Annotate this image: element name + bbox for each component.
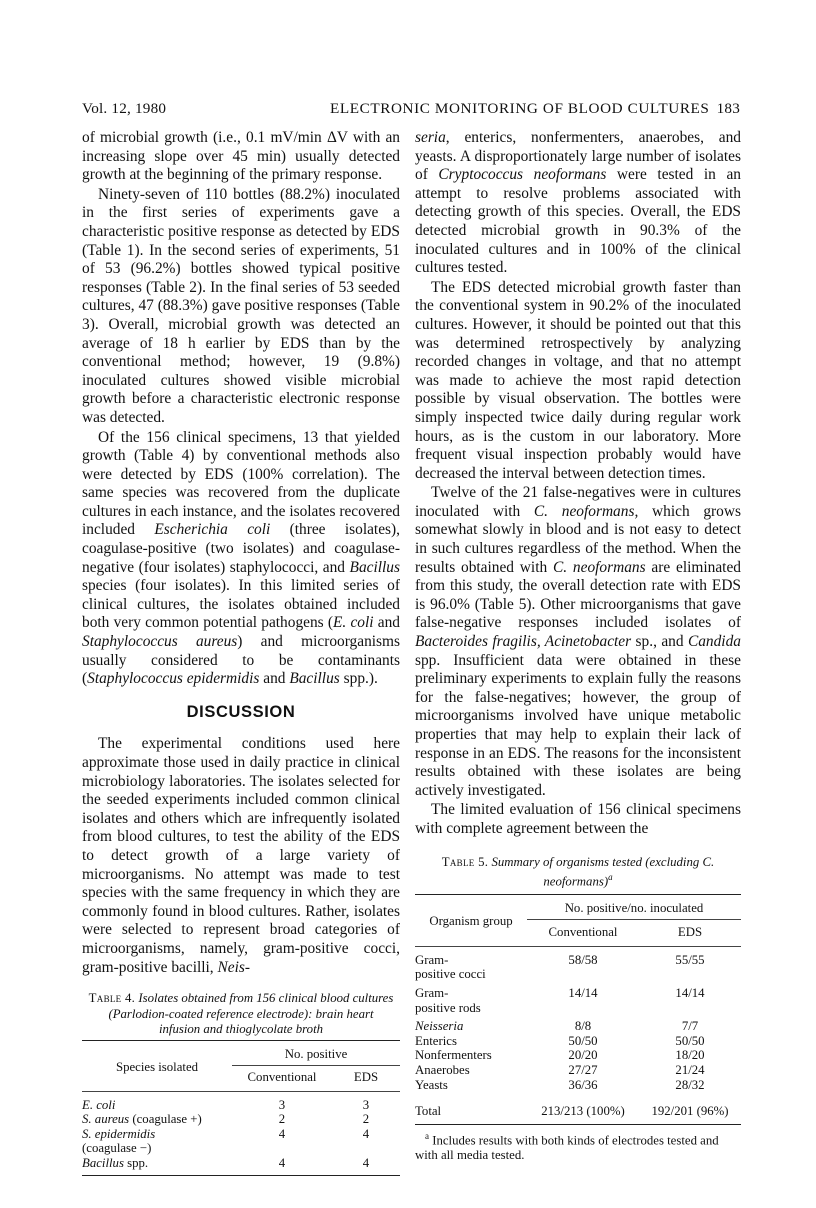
paragraph: The limited evaluation of 156 clinical specimens with complete agreement between the xyxy=(415,801,741,837)
table-row: Yeasts 36/36 28/32 xyxy=(415,1077,705,1092)
column-header: Conventional xyxy=(232,1065,332,1091)
data-table xyxy=(415,894,741,1125)
column-header: Species isolated xyxy=(115,1059,199,1074)
table-row: S. epidermidis (coagulase −) 4 4 xyxy=(82,1126,370,1156)
table-row: Neisseria 8/8 7/7 xyxy=(415,1019,699,1034)
table-row: Enterics 50/50 50/50 xyxy=(415,1033,705,1048)
right-column xyxy=(415,129,741,1164)
table-row: Anaerobes 27/27 21/24 xyxy=(415,1062,705,1077)
table-row: Bacillus spp. 4 4 xyxy=(82,1156,400,1175)
column-group-header: No. positive/no. inoculated xyxy=(564,900,704,915)
table-caption: Table 4. Isolates obtained from 156 clinical blood cultures (Parlodion-coated reference electrode): brain heart infusion and thioglycolate broth xyxy=(88,991,394,1036)
table-4 xyxy=(82,991,400,1175)
paragraph: Ninety-seven of 110 bottles (88.2%) inoculated in the first series of experiments gave a characteristic positive response as detected by EDS (Table 1). In the second series of experiments, 51 of 53 (96.2%) bottles showed typical positive responses (Table 2). In the final series of 53 seeded cultures, 47 (88.3%) gave positive responses (Table 3). Overall, microbial growth was detected an average of 18 h earlier by EDS than by the conventional method; however, 19 (9.8%) inoculated cultures showed visible microbial growth before a characteristic electronic response was detected. xyxy=(82,185,400,426)
running-header xyxy=(82,100,740,120)
table-row: S. aureus (coagulase +) 2 2 xyxy=(82,1112,370,1127)
table-total-row: Total 213/213 (100%) 192/201 (96%) xyxy=(415,1092,741,1124)
paragraph: Twelve of the 21 false-negatives were in cultures inoculated with C. neoformans, which grows somewhat slowly in blood and is not easy to detect in such cultures regardless of the method. When the results obtained with C. neoformans are eliminated from this study, the overall detection rate with EDS is 96.0% (Table 5). Other microorganisms that gave false-negative responses included isolates of Bacteroides fragilis, Acinetobacter sp., and Candida spp. Insufficient data were obtained in these preliminary experiments to explain fully the reasons for the false-negatives; however, the group of microorganisms involved have unique metabolic properties that may help to explain their lack of response in an EDS. The reasons for the inconsistent results obtained with these isolates are being actively investigated. xyxy=(415,484,741,799)
page-number: 183 xyxy=(716,100,740,117)
volume-label: Vol. 12, 1980 xyxy=(82,100,167,117)
paragraph: of microbial growth (i.e., 0.1 mV/min ΔV with an increasing slope over 45 min) usually detected growth at the beginning of the primary response. xyxy=(82,129,400,184)
table-caption: Table 5. Summary of organisms tested (excluding C. neoformans)$^a$ xyxy=(441,854,715,889)
left-column xyxy=(82,129,400,1176)
column-group-header: No. positive xyxy=(284,1047,348,1062)
table-row: Gram-positive rods 14/14 14/14 xyxy=(415,986,705,1015)
table-footnote: $^a$ Includes results with both kinds of electrodes tested and with all media tested. xyxy=(415,1130,719,1163)
column-header: EDS xyxy=(332,1065,400,1091)
table-row: Gram-positive cocci 58/58 55/55 xyxy=(415,946,741,982)
column-header: EDS xyxy=(639,920,741,947)
data-table xyxy=(82,1040,400,1175)
table-row: Nonfermenters 20/20 18/20 xyxy=(415,1048,705,1063)
paragraph: seria, enterics, nonfermenters, anaerobes, and yeasts. A disproportionately large number of isolates of Cryptococcus neoformans were tested in an attempt to resolve problems associated with detecting growth of this species. Overall, the EDS detected microbial growth in 90.3% of the inoculated cultures and in 100% of the clinical cultures tested. xyxy=(415,129,741,277)
column-header: Organism group xyxy=(429,913,513,928)
paragraph: Of the 156 clinical specimens, 13 that yielded growth (Table 4) by conventional methods also were detected by EDS (100% correlation). The same species was recovered from the duplicate cultures in each instance, and the isolates recovered included Escherichia coli (three isolates), coagulase-positive (two isolates) and coagulase-negative (four isolates) staphylococci, and Bacillus species (four isolates). In this limited series of clinical cultures, the isolates obtained included both very common potential pathogens (E. coli and Staphylococcus aureus) and microorganisms usually considered to be contaminants (Staphylococcus epidermidis and Bacillus spp.). xyxy=(82,428,400,688)
table-row: E. coli 3 3 xyxy=(82,1091,400,1112)
paragraph: The experimental conditions used here approximate those used in daily practice in clinical microbiology laboratories. The isolates selected for the seeded experiments included common clinical isolates and others which are infrequently isolated from blood cultures, to test the ability of the EDS to detect growth of a large variety of microorganisms. No attempt was made to test species with the same frequency in which they are commonly found in blood cultures. Rather, isolates were selected to represent broad categories of microorganisms, namely, gram-positive cocci, gram-positive bacilli, Neis- xyxy=(82,735,400,976)
table-5 xyxy=(415,855,741,1164)
paragraph: The EDS detected microbial growth faster than the conventional system in 90.2% of the inoculated cultures. However, it should be pointed out that this was determined retrospectively by analyzing recorded changes in voltage, and that no attempt was made to achieve the most rapid detection possible by visual observation. The bottles were simply inspected twice daily during regular work hours, as is the custom in our laboratory. More frequent visual inspection probably would have decreased the interval between detection times. xyxy=(415,278,741,482)
section-heading: DISCUSSION xyxy=(186,702,296,721)
running-title: ELECTRONIC MONITORING OF BLOOD CULTURES xyxy=(330,100,710,117)
column-header: Conventional xyxy=(527,920,639,947)
